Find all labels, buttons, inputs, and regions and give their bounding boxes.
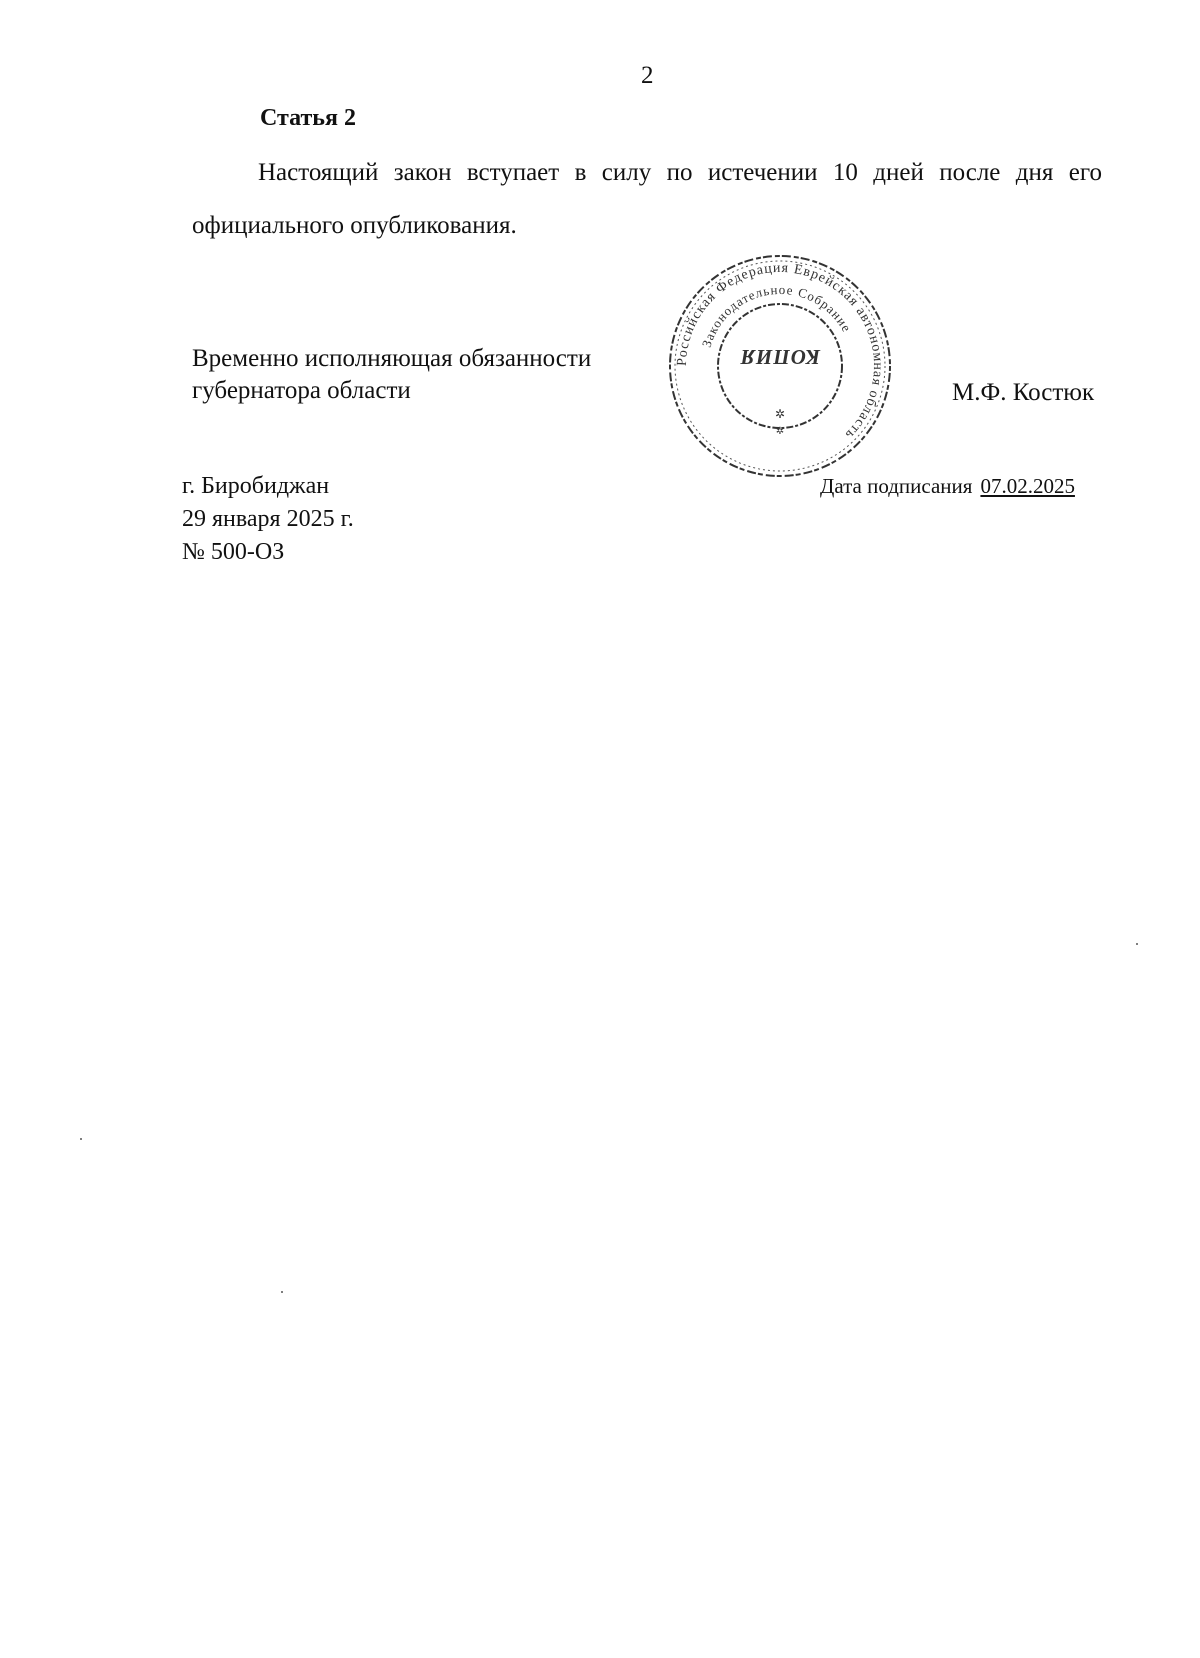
article-text-line-1: Настоящий закон вступает в силу по истечении 10 дней после дня его — [258, 159, 1102, 186]
document-number: № 500-ОЗ — [182, 539, 285, 565]
signing-date-label: Дата подписания — [820, 474, 973, 498]
seal-star-icon: ✲ — [775, 426, 785, 437]
document-city: г. Биробиджан — [182, 473, 330, 499]
signatory-position-line-1: Временно исполняющая обязанности — [192, 345, 592, 372]
page-number: 2 — [641, 62, 654, 89]
document-date: 29 января 2025 г. — [182, 506, 354, 532]
signatory-name: М.Ф. Костюк — [952, 379, 1095, 406]
seal-star-icon: ✲ — [774, 407, 786, 421]
signing-date-value: 07.02.2025 — [980, 474, 1075, 498]
document-details — [182, 470, 354, 569]
seal-center-text: КОПИЯ — [739, 345, 821, 369]
article-text-line-2: официального опубликования. — [192, 212, 517, 239]
signatory-position-line-2: губернатора области — [192, 377, 411, 404]
scan-speck — [1136, 943, 1138, 945]
seal-graphic — [666, 252, 894, 480]
scan-speck — [80, 1138, 82, 1140]
article-heading: Статья 2 — [260, 105, 356, 131]
signing-date — [820, 474, 1075, 499]
scan-speck — [281, 1291, 283, 1293]
signatory-position — [192, 343, 591, 407]
seal-inner-text: Законодательное Собрание — [698, 281, 855, 350]
seal-outer-text: Российская Федерация Еврейская автономная область — [674, 260, 886, 443]
official-seal-stamp — [666, 252, 894, 480]
article-paragraph — [192, 146, 1102, 252]
